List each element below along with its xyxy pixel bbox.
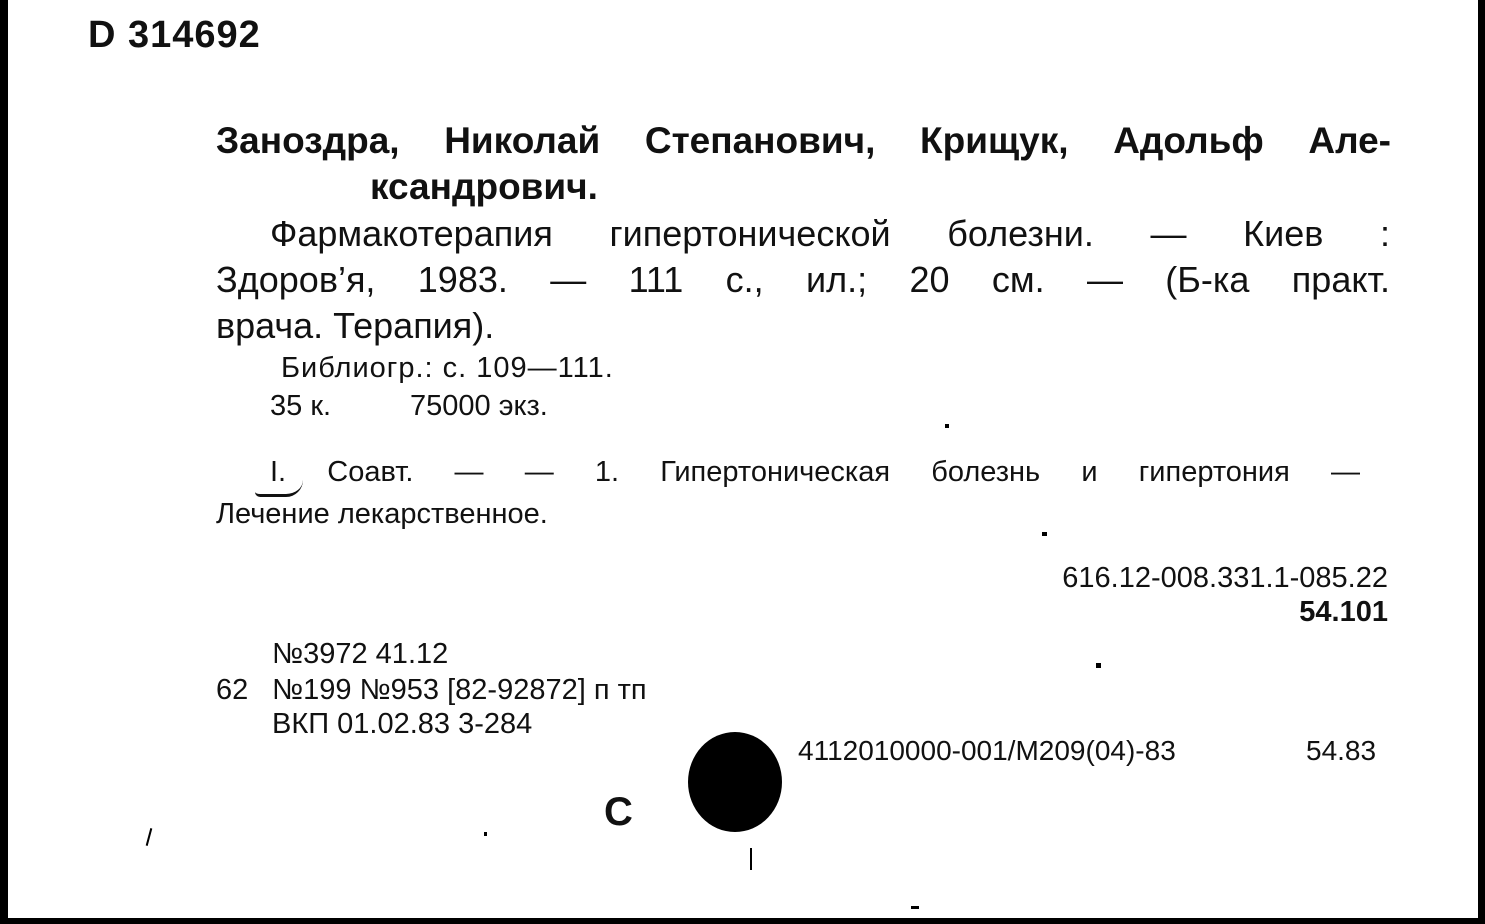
subject-line-1: I. Соавт. — — 1. Гипертоническая болезнь и гипертония — xyxy=(270,456,1360,488)
authors-line-2: ксандрович. xyxy=(370,166,598,207)
speck xyxy=(1042,532,1047,536)
speck xyxy=(750,848,752,870)
note-line-1: №3972 41.12 xyxy=(272,638,449,670)
classification-number: 54.83 xyxy=(1306,735,1377,766)
speck xyxy=(1096,663,1101,668)
letter-mark: С xyxy=(604,790,633,834)
price: 35 к. xyxy=(270,390,332,422)
subject-line-2: Лечение лекарственное. xyxy=(216,498,548,530)
speck xyxy=(484,832,487,836)
note-line-2: №199 №953 [82-92872] п тп xyxy=(272,674,647,706)
speck xyxy=(146,828,153,846)
bbk-index: 54.101 xyxy=(1299,596,1388,628)
title-line-1: Фармакотерапия гипертонической болезни. — Киев : xyxy=(270,213,1390,254)
note-prefix: 62 xyxy=(216,674,249,706)
authors-line-1: Заноздра, Николай Степанович, Крищук, Адольф Але- xyxy=(216,120,1391,161)
title-line-2: Здоров’я, 1983. — 111 с., ил.; 20 см. — (Б-ка практ. xyxy=(216,259,1390,300)
catalog-card xyxy=(8,0,1478,918)
bibliography-note: Библиогр.: с. 109—111. xyxy=(281,352,614,384)
speck xyxy=(911,906,919,909)
note-line-3: ВКП 01.02.83 3-284 xyxy=(272,708,533,740)
title-line-3: врача. Терапия). xyxy=(216,305,495,346)
speck xyxy=(945,424,949,428)
stamp-number: D 314692 xyxy=(88,14,261,56)
print-run: 75000 экз. xyxy=(410,390,548,422)
udc-index: 616.12-008.331.1-085.22 xyxy=(1062,562,1388,594)
card-punch-hole xyxy=(688,732,782,832)
classification-code: 4112010000-001/М209(04)-83 xyxy=(798,735,1176,766)
